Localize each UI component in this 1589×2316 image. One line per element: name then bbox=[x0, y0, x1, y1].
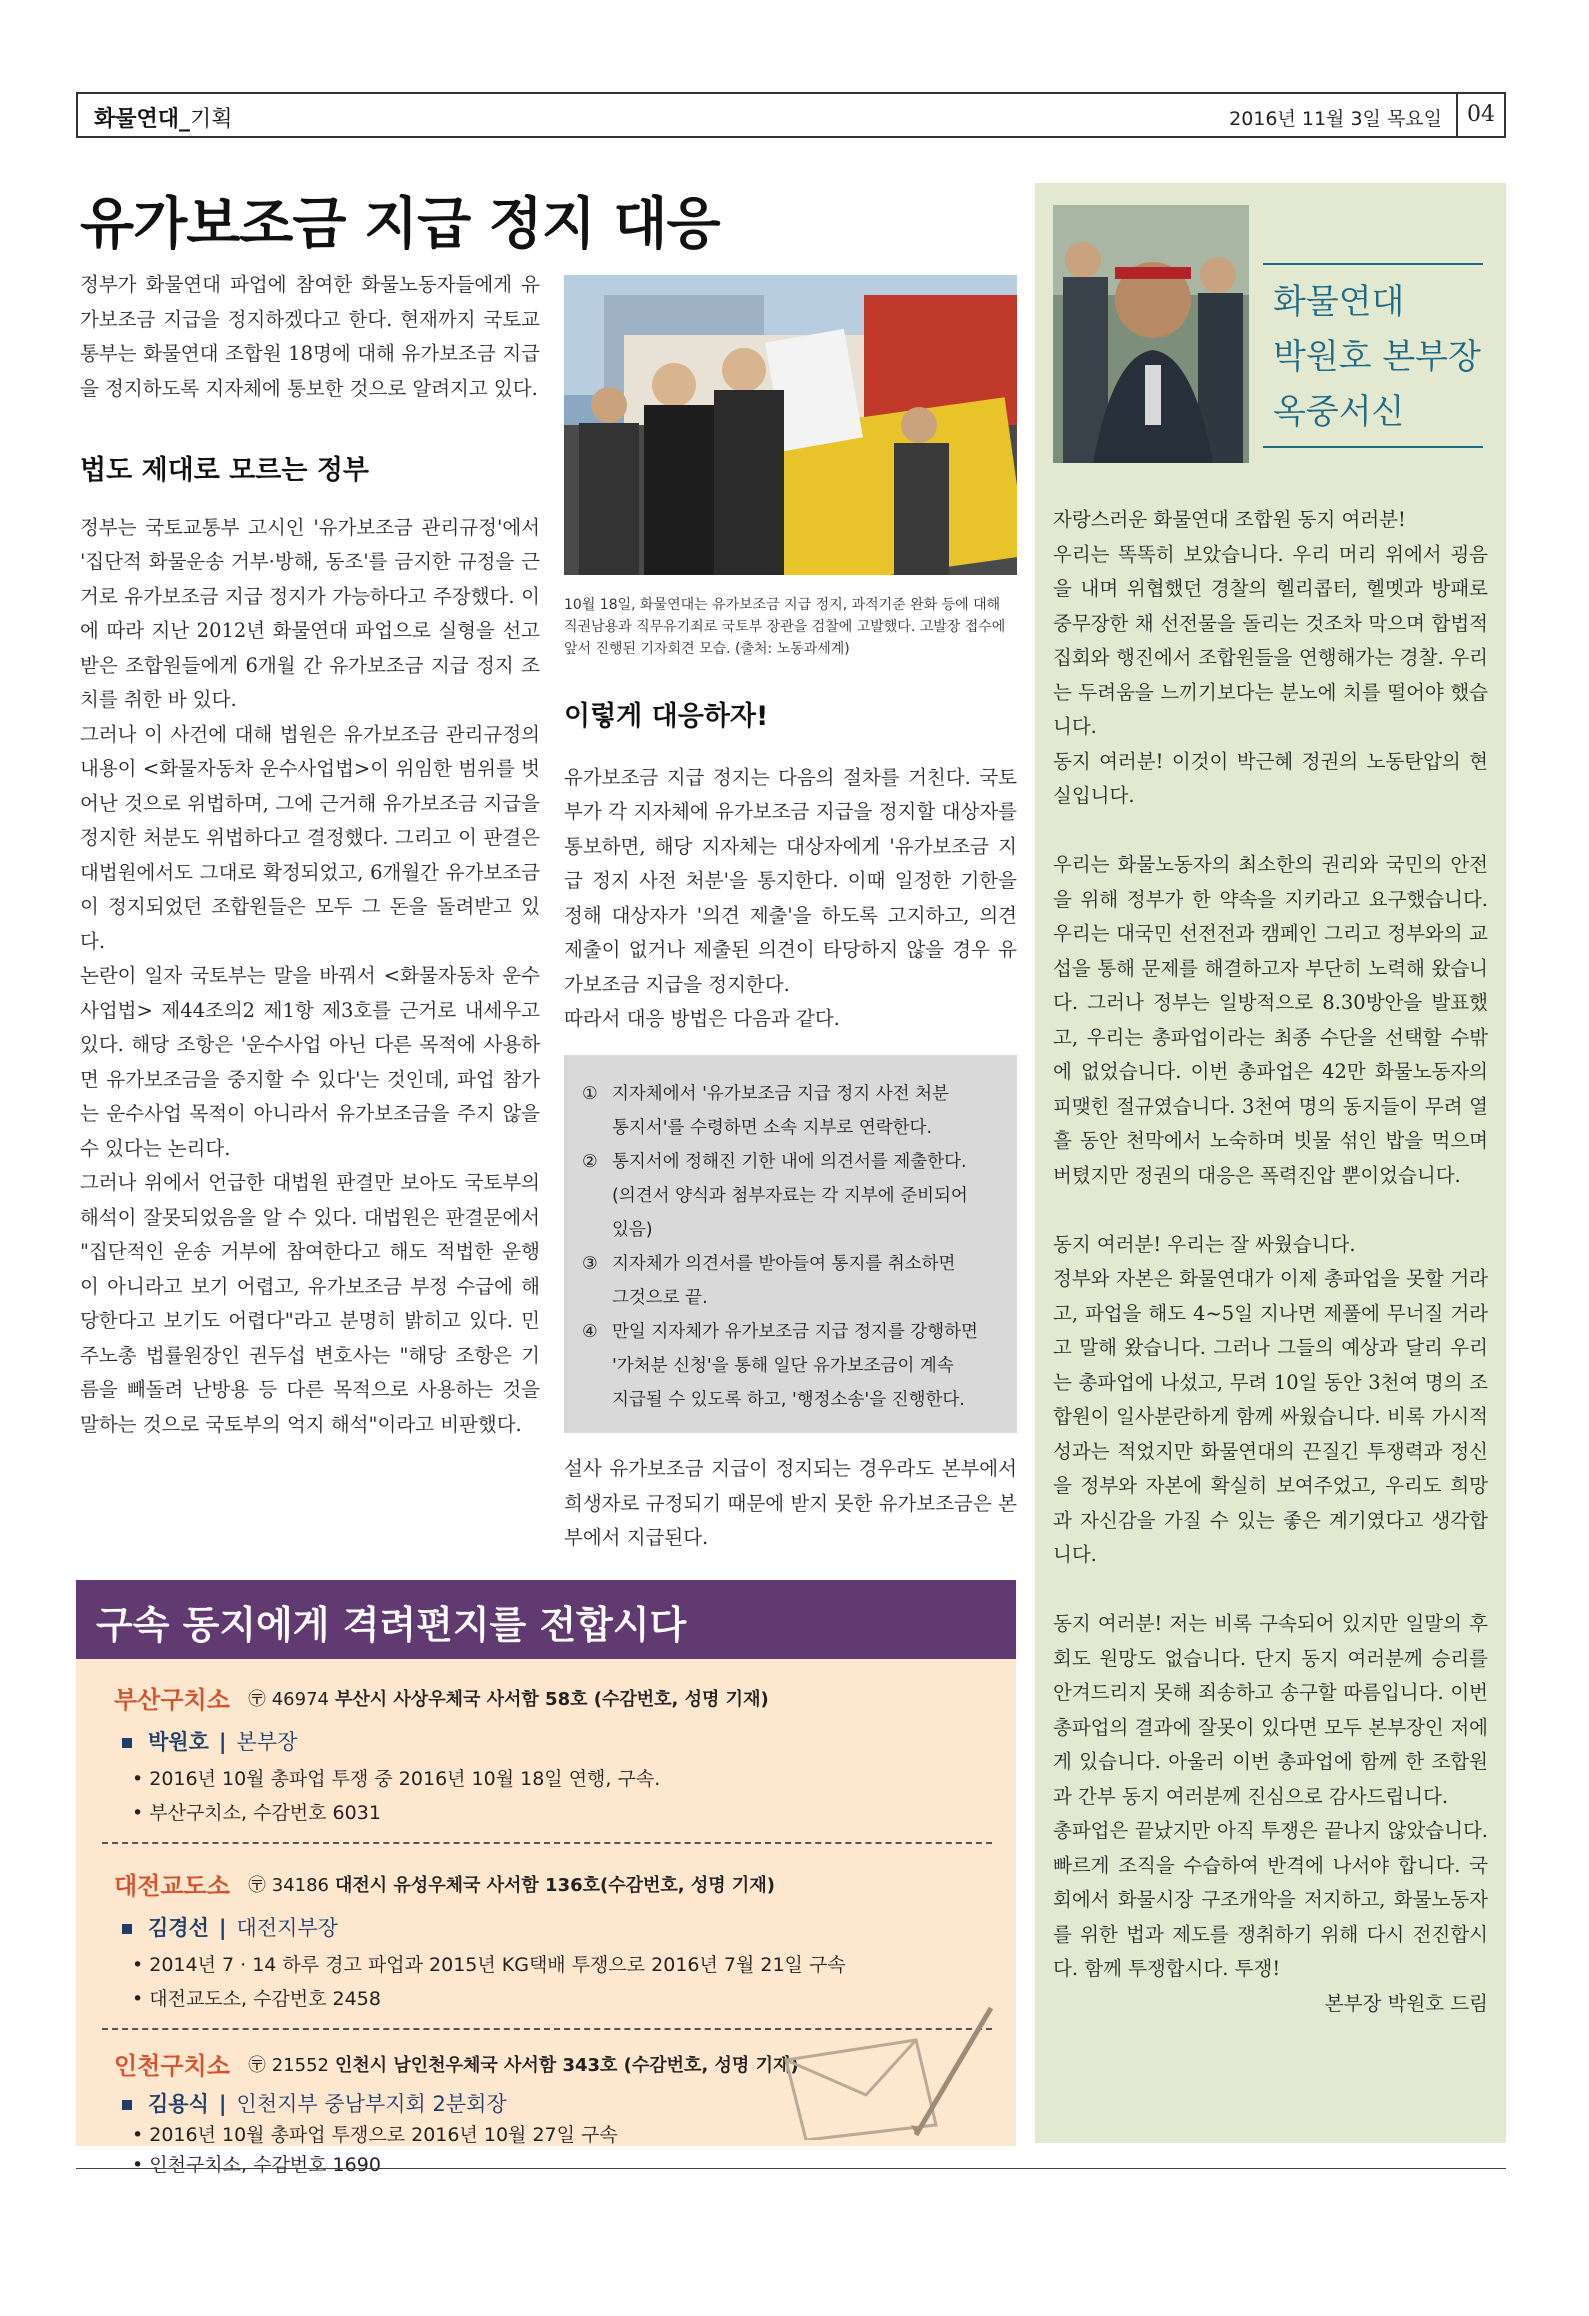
letter-paragraph: 자랑스러운 화물연대 조합원 동지 여러분! bbox=[1053, 508, 1406, 531]
prisoner-name: 김용식 | 인천지부 중남부지회 2분회장 bbox=[122, 2088, 507, 2118]
prison-address: 〶 21552 인천시 남인천우체국 사서함 343호 (수감번호, 성명 기재) bbox=[248, 2055, 799, 2076]
article-title: 유가보조금 지급 정지 대응 bbox=[80, 192, 720, 257]
step-number: ④ bbox=[582, 1322, 598, 1342]
prisoner-detail: • 2014년 7 · 14 하루 경고 파업과 2015년 KG택배 투쟁으로 2016년 7월 21일 구속 bbox=[132, 1954, 846, 1976]
sidebar-title-line: 화물연대 bbox=[1273, 282, 1405, 322]
step-item bbox=[582, 1247, 999, 1315]
page-footer-rule bbox=[76, 2168, 1506, 2169]
photo-caption: 10월 18일, 화물연대는 유가보조금 지급 정지, 과적기준 완화 등에 대해 직권남용과 직무유기죄로 국토부 장관을 검찰에 고발했다. 고발장 접수에 앞서 진행된 기자회견 모습. (출처: 노동과세계) bbox=[564, 597, 1006, 657]
prisoner-name: 김경선 | 대전지부장 bbox=[122, 1912, 338, 1942]
step-number: ① bbox=[582, 1084, 598, 1104]
section-sub-label: 기획 bbox=[190, 107, 233, 132]
response-steps-box bbox=[564, 1055, 1017, 1433]
letter-paragraph: 우리는 화물노동자의 최소한의 권리와 국민의 안전을 위해 정부가 한 약속을 지키라고 요구했습니다. 우리는 대국민 선전전과 캠페인 그리고 정부와의 교섭을 통해 문제를 해결하고자 부단히 노력해 왔습니다. 그러나 정부는 일방적으로 8.30방안을 발표했고, 우리는 총파업이라는 최종 수단을 선택할 수밖에 없었습니다. 이번 총파업은 42만 화물노동자의 피맺힌 절규였습니다. 3천여 명의 동지들이 무려 열흘 동안 천막에서 노숙하며 빗물 섞인 밥을 먹으며 버텼지만 정권의 대응은 폭력진압 뿐이었습니다. bbox=[1053, 853, 1488, 1187]
step-item bbox=[582, 1145, 999, 1247]
page-number: 04 bbox=[1456, 94, 1504, 136]
letter-campaign-heading: 구속 동지에게 격려편지를 전합시다 bbox=[76, 1580, 1016, 1659]
step-number: ② bbox=[582, 1152, 598, 1172]
letter-signature: 본부장 박원호 드림 bbox=[1324, 1991, 1488, 2015]
sidebar-title-line: 옥중서신 bbox=[1273, 392, 1405, 432]
paragraph: 그러나 이 사건에 대해 법원은 유가보조금 관리규정의 내용이 <화물자동차 운수사업법>이 위임한 범위를 벗어난 것으로 위법하며, 그에 근거해 유가보조금 지급을 정지한 처분도 위법하다고 결정했다. 그리고 이 판결은 대법원에서도 그대로 확정되었고, 6개월간 유가보조금이 정지되었던 조합원들은 모두 그 돈을 돌려받고 있다. bbox=[80, 722, 540, 953]
issue-date: 2016년 11월 3일 목요일 bbox=[1229, 108, 1442, 130]
prison-address: 〶 46974 부산시 사상우체국 사서함 58호 (수감번호, 성명 기재) bbox=[248, 1689, 769, 1710]
step-item bbox=[582, 1077, 999, 1145]
prison-name: 대전교도소 bbox=[114, 1872, 230, 1900]
sidebar-title bbox=[1263, 263, 1483, 448]
letter-campaign-box bbox=[76, 1580, 1016, 2176]
paragraph: 그러나 위에서 언급한 대법원 판결만 보아도 국토부의 해석이 잘못되었음을 알 수 있다. 대법원은 판결문에서 "집단적인 운송 거부에 참여한다고 해도 적법한 운행이 아니라고 보기 어렵고, 유가보조금 부정 수급에 해당한다고 보기도 어렵다"라고 분명히 밝히고 있다. 민주노총 법률원장인 권두섭 변호사는 "해당 조항은 기름을 빼돌려 난방용 등 다른 목적으로 사용하는 것을 말하는 것으로 국토부의 억지 해석"이라고 비판했다. bbox=[80, 1171, 540, 1436]
letter-paragraph: 동지 여러분! 이것이 박근혜 정권의 노동탄압의 현실입니다. bbox=[1053, 749, 1488, 807]
paragraph: 따라서 대응 방법은 다음과 같다. bbox=[564, 1007, 840, 1030]
step-text: 지자체가 의견서를 받아들여 통지를 취소하면 그것으로 끝. bbox=[612, 1254, 956, 1308]
step-text: 만일 지자체가 유가보조금 지급 정지를 강행하면 '가처분 신청'을 통해 일단 유가보조금이 계속 지급될 수 있도록 하고, '행정소송'을 진행한다. bbox=[612, 1322, 978, 1410]
prisoner-detail: • 대전교도소, 수감번호 2458 bbox=[132, 1988, 381, 2010]
section-heading-response: 이렇게 대응하자! bbox=[564, 701, 769, 732]
page-header bbox=[76, 92, 1506, 138]
paragraph: 유가보조금 지급 정지는 다음의 절차를 거친다. 국토부가 각 지자체에 유가보조금 지급을 정지할 대상자를 통보하면, 해당 지자체는 대상자에게 '유가보조금 지급 정지 사전 처분'을 통지한다. 이때 일정한 기한을 정해 대상자가 '의견 제출'을 하도록 고지하고, 의견 제출이 없거나 제출된 의견이 타당하지 않을 경우 유가보조금 지급을 정지한다. bbox=[564, 765, 1017, 996]
prison-letter-sidebar bbox=[1035, 183, 1506, 2143]
section-label: 화물연대_기획 bbox=[94, 107, 233, 132]
prisoner-detail: • 인천구치소, 수감번호 1690 bbox=[132, 2154, 381, 2176]
prisoner-detail: • 부산구치소, 수감번호 6031 bbox=[132, 1802, 381, 1824]
section-heading-law: 법도 제대로 모르는 정부 bbox=[80, 455, 370, 486]
paragraph: 논란이 일자 국토부는 말을 바꿔서 <화물자동차 운수사업법> 제44조의2 제1항 제3호를 근거로 내세우고 있다. 해당 조항은 '운수사업 아닌 다른 목적에 사용하면 유가보조금을 중지할 수 있다'는 것인데, 파업 참가는 운수사업 목적이 아니라서 유가보조금을 주지 않을 수 있다는 논리다. bbox=[80, 964, 540, 1160]
prison-address: 〶 34186 대전시 유성우체국 사서함 136호(수감번호, 성명 기재) bbox=[248, 1875, 775, 1896]
lead-paragraph: 정부가 화물연대 파업에 참여한 화물노동자들에게 유가보조금 지급을 정지하겠다고 한다. 현재까지 국토교통부는 화물연대 조합원 18명에 대해 유가보조금 지급을 정지하도록 지자체에 통보한 것으로 알려지고 있다. bbox=[80, 273, 540, 400]
paragraph: 정부는 국토교통부 고시인 '유가보조금 관리규정'에서 '집단적 화물운송 거부·방해, 동조'를 금지한 규정을 근거로 유가보조금 지급 정지가 가능하다고 주장했다. 이에 따라 지난 2012년 화물연대 파업으로 실형을 선고받은 조합원들에게 6개월 간 유가보조금 지급 정지 조치를 취한 바 있다. bbox=[80, 515, 540, 711]
prisoner-detail: • 2016년 10월 총파업 투쟁으로 2016년 10월 27일 구속 bbox=[132, 2124, 618, 2146]
article-column-1 bbox=[80, 268, 540, 1442]
letter-paragraph: 총파업은 끝났지만 아직 투쟁은 끝나지 않았습니다. 빠르게 조직을 수습하여 반격에 나서야 합니다. 국회에서 화물시장 구조개악을 저지하고, 화물노동자를 위한 법과 제도를 쟁취하기 위해 다시 전진합시다. 함께 투쟁합시다. 투쟁! bbox=[1053, 1819, 1488, 1980]
letter-paragraph: 정부와 자본은 화물연대가 이제 총파업을 못할 거라고, 파업을 해도 4~5일 지나면 제풀에 무너질 거라고 말해 왔습니다. 그러나 그들의 예상과 달리 우리는 총파업에 나섰고, 무려 10일 동안 3천여 명의 조합원이 일사분란하게 함께 싸웠습니다. 비록 가시적 성과는 적었지만 화물연대의 끈질긴 투쟁력과 정신을 정부와 자본에 확실히 보여주었고, 우리도 희망과 자신감을 가질 수 있는 좋은 계기였다고 생각합니다. bbox=[1053, 1267, 1488, 1566]
letter-paragraph: 동지 여러분! 저는 비록 구속되어 있지만 일말의 후회도 원망도 없습니다. 단지 동지 여러분께 승리를 안겨드리지 못해 죄송하고 송구할 따름입니다. 이번 총파업의 결과에 잘못이 있다면 모두 본부장인 저에게 있습니다. 아울러 이번 총파업에 함께 한 조합원과 간부 동지 여러분께 진심으로 감사드립니다. bbox=[1053, 1612, 1488, 1808]
divider bbox=[102, 1842, 992, 1844]
prisoner-name: 박원호 | 본부장 bbox=[122, 1726, 297, 1756]
prison-name: 인천구치소 bbox=[114, 2052, 230, 2080]
prison-name: 부산구치소 bbox=[114, 1686, 230, 1714]
step-text: 통지서에 정해진 기한 내에 의견서를 제출한다. (의견서 양식과 첨부자료는 각 지부에 준비되어 있음) bbox=[612, 1152, 968, 1240]
letter-paragraph: 동지 여러분! 우리는 잘 싸웠습니다. bbox=[1053, 1232, 1356, 1256]
step-item bbox=[582, 1315, 999, 1417]
letter-body bbox=[1053, 503, 1488, 2021]
letter-paragraph: 우리는 똑똑히 보았습니다. 우리 머리 위에서 굉음을 내며 위협했던 경찰의 헬리콥터, 헬멧과 방패로 중무장한 채 선전물을 돌리는 것조차 막으며 합법적 집회와 행진에서 조합원들을 연행해가는 경찰. 우리는 두려움을 느끼기보다는 분노에 치를 떨어야 했습니다. bbox=[1053, 542, 1488, 738]
press-conference-photo bbox=[564, 275, 1017, 575]
portrait-photo bbox=[1053, 205, 1249, 463]
sidebar-title-line: 박원호 본부장 bbox=[1273, 337, 1481, 377]
prisoner-detail: • 2016년 10월 총파업 투쟁 중 2016년 10월 18일 연행, 구속. bbox=[132, 1768, 661, 1790]
envelope-pen-illustration bbox=[766, 2000, 1006, 2140]
response-steps-list bbox=[582, 1077, 999, 1417]
step-text: 지자체에서 '유가보조금 지급 정지 사전 처분 통지서'를 수령하면 소속 지부로 연락한다. bbox=[612, 1084, 949, 1138]
closing-paragraph: 설사 유가보조금 지급이 정지되는 경우라도 본부에서 희생자로 규정되기 때문에 받지 못한 유가보조금은 본부에서 지급된다. bbox=[564, 1457, 1017, 1549]
article-column-2 bbox=[564, 700, 1017, 1037]
step-number: ③ bbox=[582, 1254, 598, 1274]
